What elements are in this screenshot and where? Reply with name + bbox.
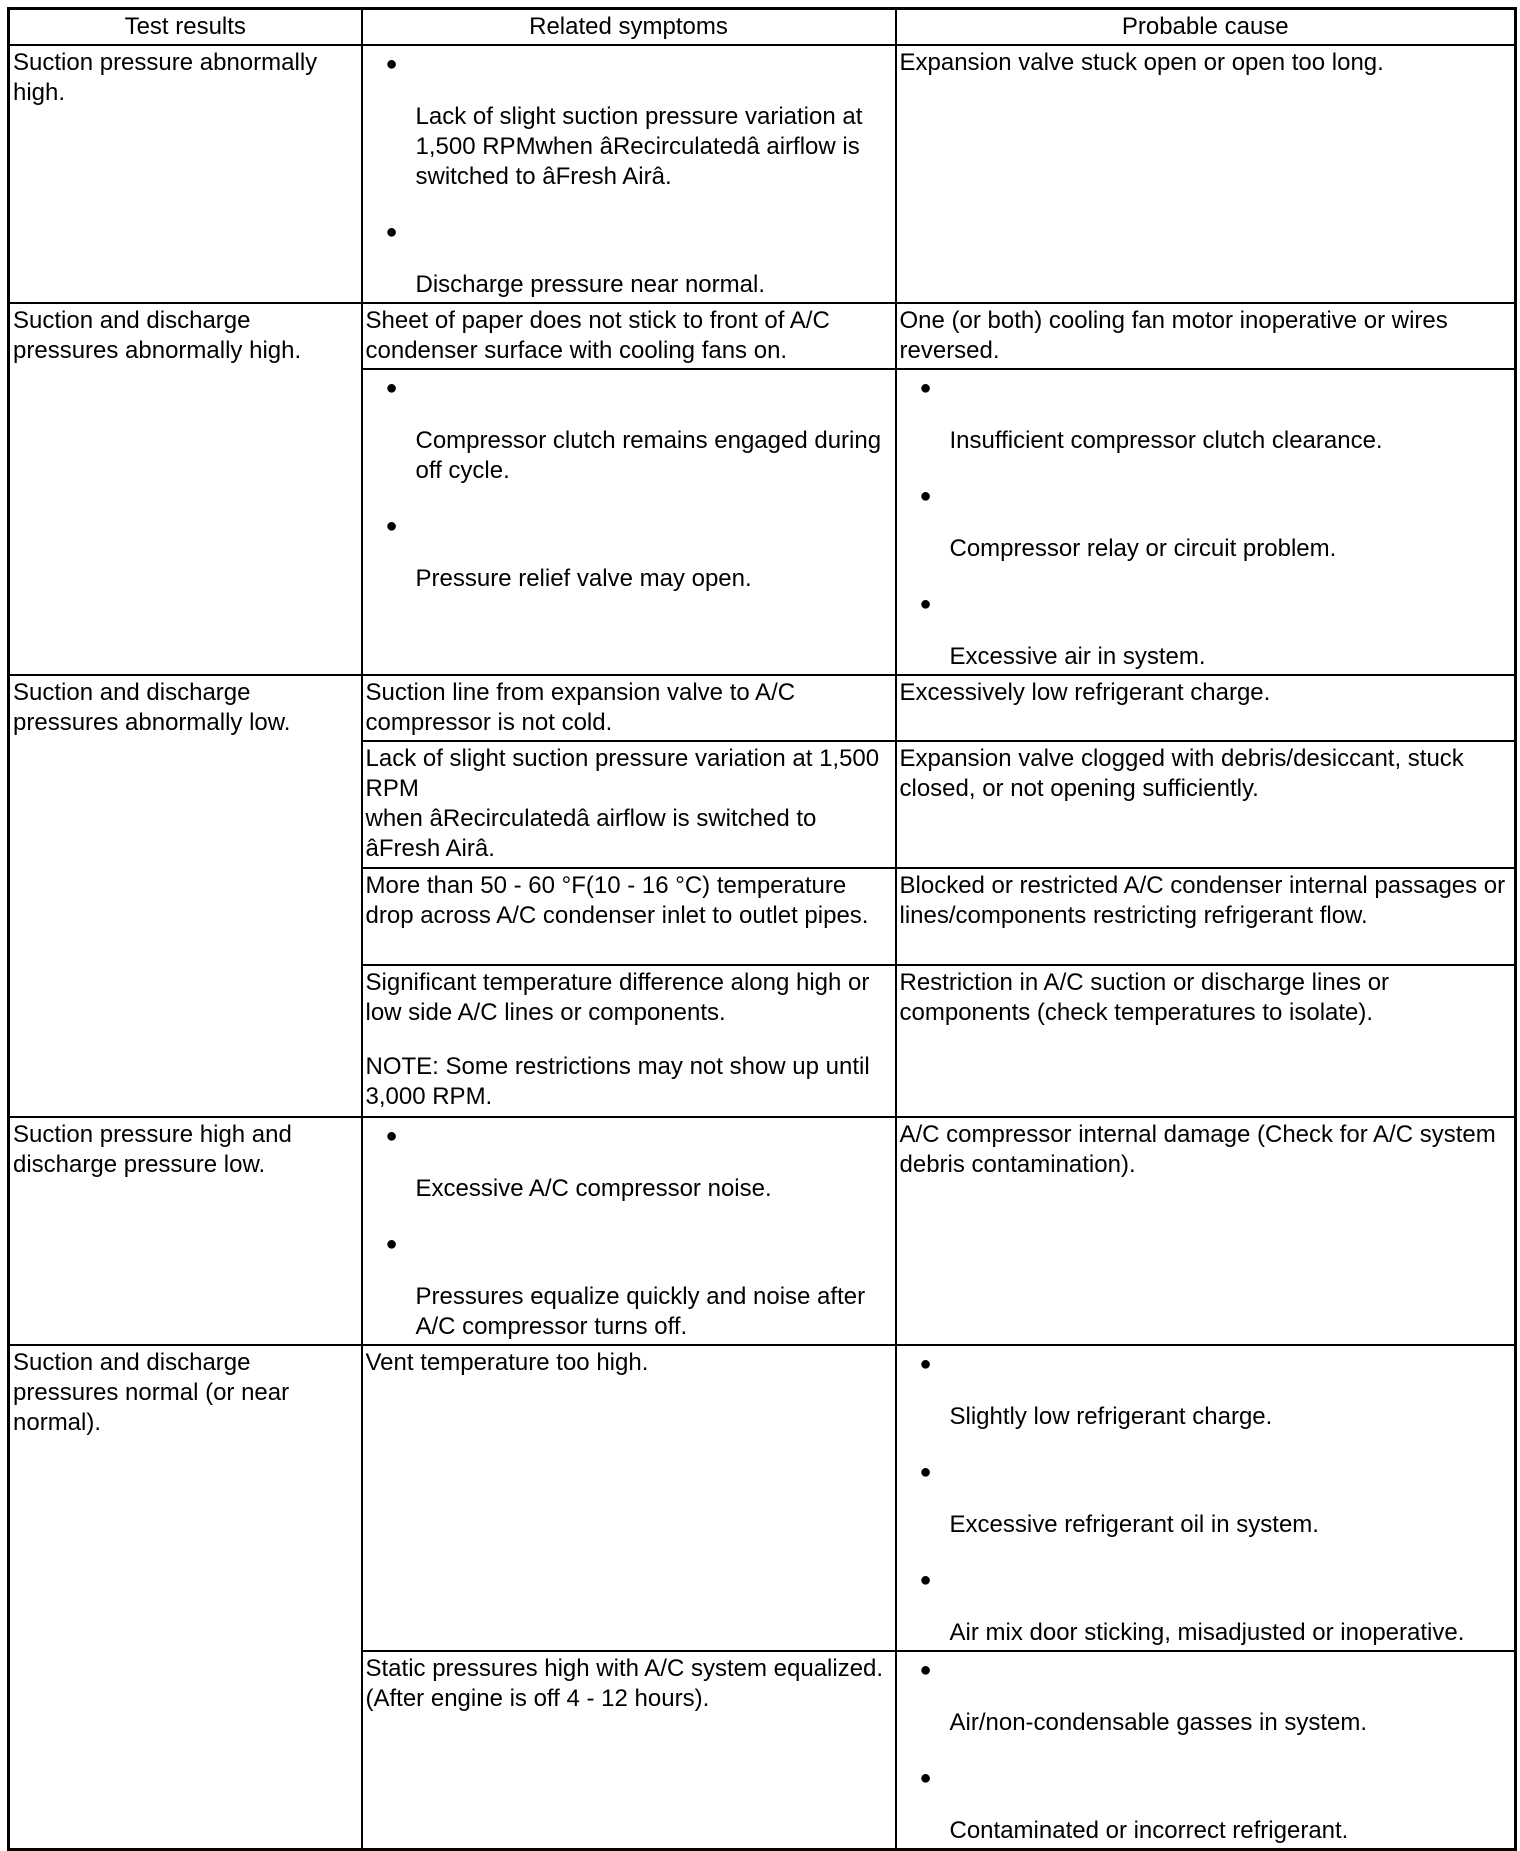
bullet-item bbox=[366, 1228, 892, 1342]
bullet-text: Air mix door sticking, misadjusted or inoperative. bbox=[949, 1619, 1465, 1646]
bullet-icon: ● bbox=[385, 1125, 398, 1147]
bullet-text: Pressures equalize quickly and noise after A/C compressor turns off. bbox=[415, 1283, 866, 1340]
header-probable-cause: Probable cause bbox=[896, 9, 1516, 46]
header-test-results: Test results bbox=[9, 9, 362, 46]
symptom-cell bbox=[362, 45, 896, 303]
symptom-line: Lack of slight suction pressure variation at 1,500 RPM bbox=[365, 745, 880, 802]
cause-cell bbox=[896, 1651, 1516, 1850]
cause-cell bbox=[896, 369, 1516, 675]
bullet-list bbox=[900, 1348, 1512, 1648]
bullet-list bbox=[900, 372, 1512, 672]
bullet-item bbox=[366, 216, 892, 300]
cause-cell: Excessively low refrigerant charge. bbox=[896, 675, 1516, 741]
cause-cell: Blocked or restricted A/C condenser internal passages or lines/components restricting refrigerant flow. bbox=[896, 868, 1516, 965]
bullet-icon: ● bbox=[919, 1767, 932, 1789]
bullet-text: Lack of slight suction pressure variation at 1,500 RPMwhen âRecirculatedâ airflow is switched to âFresh Airâ. bbox=[415, 103, 863, 190]
symptom-cell bbox=[362, 1117, 896, 1345]
test-result-cell: Suction pressure abnormally high. bbox=[9, 45, 362, 303]
bullet-item bbox=[900, 480, 1512, 564]
bullet-icon: ● bbox=[385, 515, 398, 537]
bullet-list bbox=[366, 1120, 892, 1342]
bullet-item bbox=[900, 588, 1512, 672]
cause-cell: One (or both) cooling fan motor inoperative or wires reversed. bbox=[896, 303, 1516, 369]
bullet-item bbox=[366, 48, 892, 192]
symptom-cell: Sheet of paper does not stick to front of A/C condenser surface with cooling fans on. bbox=[362, 303, 896, 369]
symptom-cell: More than 50 - 60 °F(10 - 16 °C) temperature drop across A/C condenser inlet to outlet pipes. bbox=[362, 868, 896, 965]
bullet-icon: ● bbox=[385, 377, 398, 399]
table-row bbox=[9, 1345, 1516, 1651]
bullet-list bbox=[900, 1654, 1512, 1846]
symptom-text: Significant temperature difference along high or low side A/C lines or components. bbox=[365, 969, 870, 1026]
test-result-cell: Suction and discharge pressures abnormally high. bbox=[9, 303, 362, 675]
bullet-icon: ● bbox=[919, 1659, 932, 1681]
bullet-text: Contaminated or incorrect refrigerant. bbox=[949, 1817, 1349, 1844]
bullet-item bbox=[900, 1348, 1512, 1432]
cause-cell: Expansion valve stuck open or open too long. bbox=[896, 45, 1516, 303]
cause-cell: A/C compressor internal damage (Check for A/C system debris contamination). bbox=[896, 1117, 1516, 1345]
bullet-item bbox=[900, 1564, 1512, 1648]
bullet-item bbox=[366, 1120, 892, 1204]
bullet-text: Air/non-condensable gasses in system. bbox=[949, 1709, 1368, 1736]
test-result-cell: Suction pressure high and discharge pressure low. bbox=[9, 1117, 362, 1345]
table-row bbox=[9, 303, 1516, 369]
test-result-cell: Suction and discharge pressures abnormally low. bbox=[9, 675, 362, 1117]
bullet-list bbox=[366, 372, 892, 594]
bullet-text: Excessive refrigerant oil in system. bbox=[949, 1511, 1319, 1538]
bullet-icon: ● bbox=[919, 593, 932, 615]
bullet-icon: ● bbox=[385, 1233, 398, 1255]
bullet-item bbox=[366, 372, 892, 486]
symptom-cell bbox=[362, 741, 896, 868]
symptom-cell: Suction line from expansion valve to A/C compressor is not cold. bbox=[362, 675, 896, 741]
bullet-icon: ● bbox=[919, 1461, 932, 1483]
bullet-text: Compressor relay or circuit problem. bbox=[949, 535, 1337, 562]
cause-cell: Restriction in A/C suction or discharge lines or components (check temperatures to isolate). bbox=[896, 965, 1516, 1117]
bullet-text: Insufficient compressor clutch clearance. bbox=[949, 427, 1383, 454]
bullet-item bbox=[900, 1762, 1512, 1846]
header-related-symptoms: Related symptoms bbox=[362, 9, 896, 46]
symptom-cell bbox=[362, 965, 896, 1117]
cause-cell: Expansion valve clogged with debris/desiccant, stuck closed, or not opening sufficiently. bbox=[896, 741, 1516, 868]
bullet-item bbox=[900, 372, 1512, 456]
symptom-cell bbox=[362, 369, 896, 675]
table-row bbox=[9, 1117, 1516, 1345]
bullet-icon: ● bbox=[385, 221, 398, 243]
diagnosis-table bbox=[7, 7, 1517, 1851]
bullet-icon: ● bbox=[385, 53, 398, 75]
cause-cell bbox=[896, 1345, 1516, 1651]
bullet-item bbox=[366, 510, 892, 594]
bullet-list bbox=[366, 48, 892, 300]
test-result-cell: Suction and discharge pressures normal (or near normal). bbox=[9, 1345, 362, 1850]
bullet-text: Excessive A/C compressor noise. bbox=[415, 1175, 772, 1202]
symptom-cell: Static pressures high with A/C system equalized. (After engine is off 4 - 12 hours). bbox=[362, 1651, 896, 1850]
table-row bbox=[9, 45, 1516, 303]
bullet-icon: ● bbox=[919, 1569, 932, 1591]
bullet-item bbox=[900, 1456, 1512, 1540]
table-row bbox=[9, 675, 1516, 741]
bullet-text: Slightly low refrigerant charge. bbox=[949, 1403, 1273, 1430]
bullet-icon: ● bbox=[919, 377, 932, 399]
symptom-cell: Vent temperature too high. bbox=[362, 1345, 896, 1651]
bullet-icon: ● bbox=[919, 1353, 932, 1375]
bullet-text: Pressure relief valve may open. bbox=[415, 565, 752, 592]
note-text: NOTE: Some restrictions may not show up until 3,000 RPM. bbox=[365, 1053, 870, 1110]
bullet-text: Compressor clutch remains engaged during off cycle. bbox=[415, 427, 882, 484]
header-row bbox=[9, 9, 1516, 46]
symptom-line: when âRecirculatedâ airflow is switched to âFresh Airâ. bbox=[365, 805, 817, 862]
bullet-item bbox=[900, 1654, 1512, 1738]
bullet-text: Discharge pressure near normal. bbox=[415, 271, 765, 298]
bullet-icon: ● bbox=[919, 485, 932, 507]
bullet-text: Excessive air in system. bbox=[949, 643, 1206, 670]
